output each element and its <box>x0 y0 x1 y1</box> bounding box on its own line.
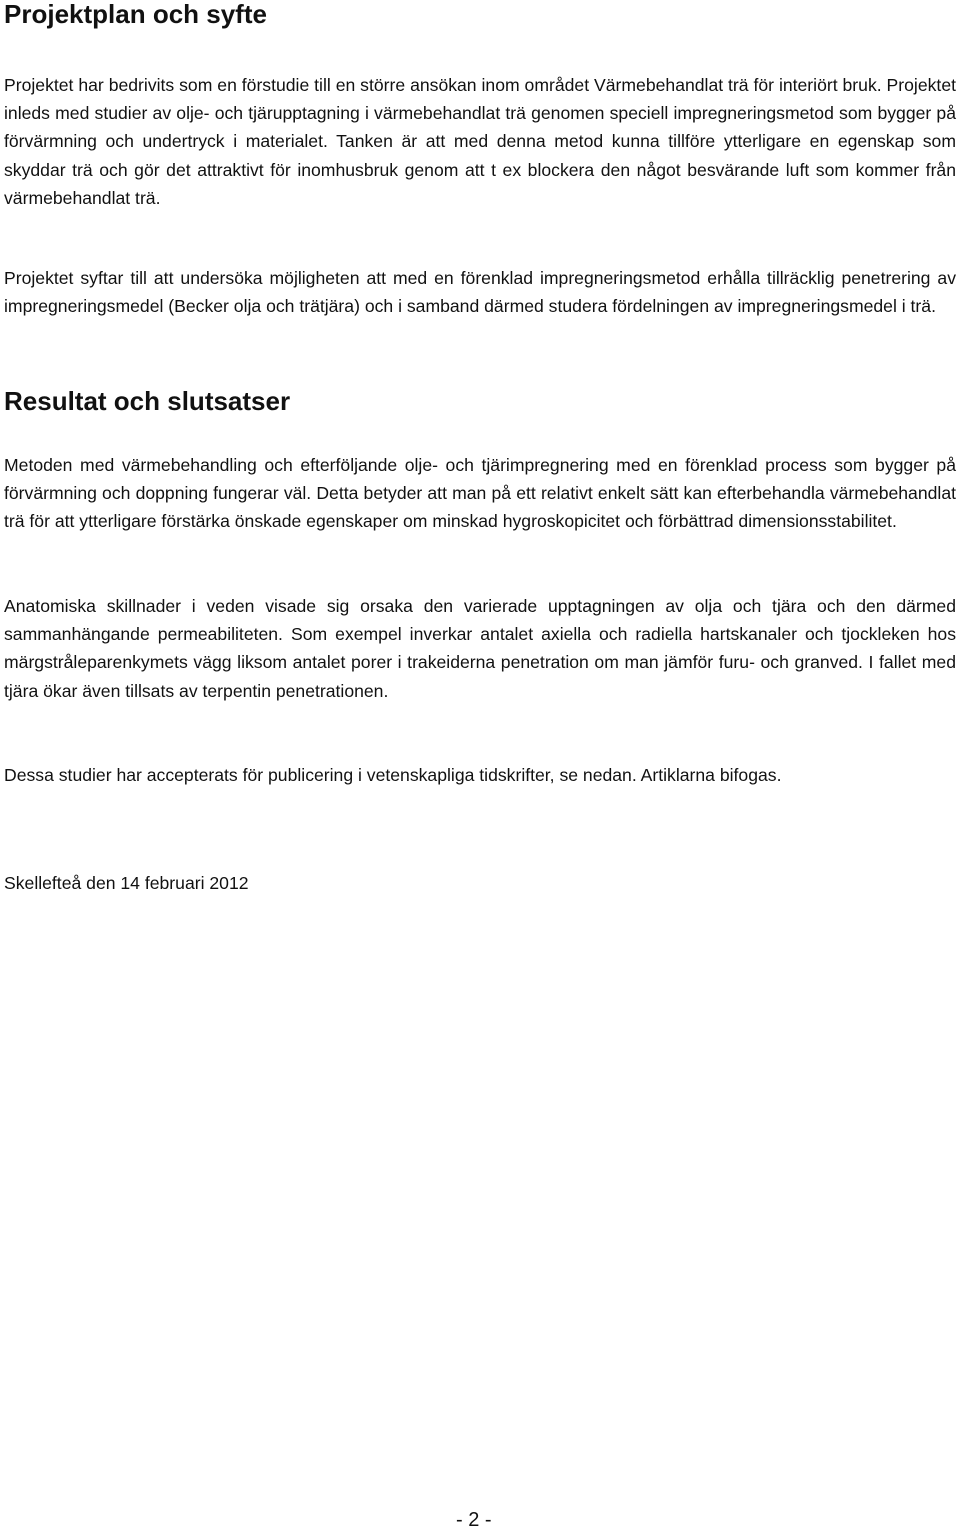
section-heading-projektplan: Projektplan och syfte <box>4 0 267 29</box>
section-heading-resultat: Resultat och slutsatser <box>4 386 291 416</box>
paragraph-projektplan-syfte: Projektet syftar till att undersöka möjligheten att med en förenklad impregneringsmetod erhålla tillräcklig penetrering av impregneringsmedel (Becker olja och trätjära) och i samband därmed studera fördelningen av impregneringsmedel i trä. <box>4 268 956 317</box>
paragraph-resultat-metoden: Metoden med värmebehandling och efterföljande olje- och tjärimpregnering med en förenklad process som bygger på förvärmning och doppning fungerar väl. Detta betyder att man på ett relativt enkelt sätt kan efterbehandla värmebehandlat trä för att ytterligare förstärka önskade egenskaper om minskad hygroskopicitet och förbättrad dimensionsstabilitet. <box>4 455 956 532</box>
paragraph-resultat-anatomiska: Anatomiska skillnader i veden visade sig orsaka den varierade upptagningen av olja och tjära och den därmed sammanhängande permeabiliteten. Som exempel inverkar antalet axiella och radiella hartskanaler och tjockleken hos märgstråleparenkymets vägg liksom antalet porer i trakeiderna penetration om man jämför furu- och granved. I fallet med tjära ökar även tillsats av terpentin penetrationen. <box>4 596 956 701</box>
paragraph-resultat-publicering: Dessa studier har accepterats för publicering i vetenskapliga tidskrifter, se nedan. Artiklarna bifogas. <box>4 765 782 785</box>
paragraph-projektplan-intro: Projektet har bedrivits som en förstudie till en större ansökan inom området Värmebehandlat trä för interiört bruk. Projektet inleds med studier av olje- och tjärupptagning i värmebehandlat trä genomen speciell impregneringsmetod som bygger på förvärmning och undertryck i materialet. Tanken är att med denna metod kunna tillföre ytterligare en egenskap som skyddar trä och gör det attraktivt för inomhusbruk genom att t ex blockera den något besvärande luft som kommer från värmebehandlat trä. <box>4 75 956 208</box>
place-date: Skellefteå den 14 februari 2012 <box>4 873 249 893</box>
page-number: - 2 - <box>456 1509 492 1531</box>
